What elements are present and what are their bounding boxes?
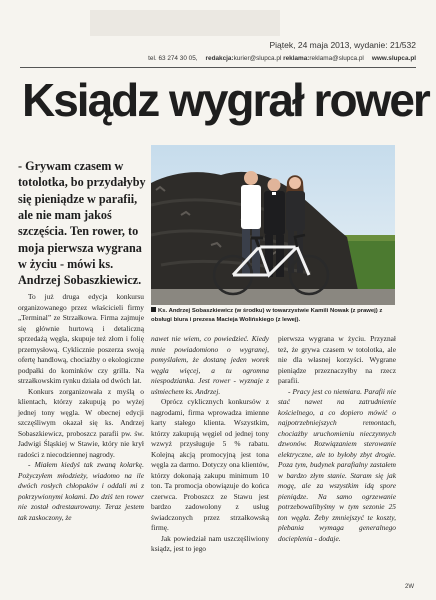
paragraph-quote: - Miałem kiedyś tak zwaną kolarkę. Pożyczyłem młodzieży, wiadomo na ile dwóch rosłych chłopaków i oddali mi z pokrzywionymi kołami. Do dziś ten rower nie został odrestaurowany. Teraz jestem tak zaskoczony, że bbox=[18, 460, 144, 522]
contact-phone: tel. 63 274 30 05, bbox=[148, 55, 198, 62]
ground bbox=[151, 289, 395, 305]
masthead-banner bbox=[90, 10, 280, 36]
page-number: 2W bbox=[405, 584, 414, 590]
editorial-email[interactable]: kurier@slupca.pl bbox=[233, 55, 282, 62]
article-column-1 bbox=[18, 292, 144, 523]
paragraph: pierwsza wygrana w życiu. Przyznał też, że grywa czasem w totolotka, ale nie dla własnej korzyści. Wygrane pieniądze przeznaczyłby na rzecz parafii. bbox=[278, 334, 396, 386]
paragraph: To już druga edycja konkursu organizowanego przez właścicieli firmy „Terminal” ze Strzałkowa. Firma zajmuje się głównie hurtową i detaliczną sprzedażą węgla, skupuje też złom i folię przemysłową. Cyklicznie poszerza swoją ofertę handlową, chociażby o ekologiczne podpałki do kominków czy grilla. Na strzałkowskim rynku działa od dwóch lat. bbox=[18, 292, 144, 386]
ads-label: reklama: bbox=[283, 55, 310, 62]
photo-illustration bbox=[151, 145, 395, 305]
paragraph-quote: - Pracy jest co niemiara. Parafii nie stać nawet na zatrudnienie kościelnego, a co dopiero mówić o najpotrzebniejszych remontach, chociażby uruchomieniu nieczynnych dzwonów. Rozwiązaniem sterowanie elektryczne, ale to byłoby zbyt drogie. Poza tym, budynek parafialny zastałem w bardzo złym stanie. Staram się jak mogę, ale za wszystkim idą spore pieniądze. Na samo ogrzewanie potrzebowalibyśmy w tym sezonie 25 ton węgla. Żeby zmniejszyć te koszty, plebania wymaga generalnego docieplenia - dodaje. bbox=[278, 386, 396, 543]
article-photo bbox=[151, 145, 395, 305]
photo-caption-text: Ks. Andrzej Sobaszkiewicz (w środku) w towarzystwie Kamili Nowak (z prawej) z obsługi biura i prezesa Macieja Wolińskiego (z lewej). bbox=[151, 308, 383, 323]
paragraph: Jak powiedział nam uszczęśliwiony ksiądz, jest to jego bbox=[151, 533, 269, 554]
editorial-label: redakcja: bbox=[205, 55, 234, 62]
paragraph: Konkurs zorganizowała z myślą o klientach, którzy zakupują po wyżej jednej tony węgla. W obecnej edycji szczęśliwym okazał się ks. Andrzej Sobaszkiewicz, proboszcz parafii pw. św. Jadwigi Śląskiej w Stawie, który nie krył radości z niecodziennej nagrody. bbox=[18, 386, 144, 459]
article-headline: Ksiądz wygrał rower bbox=[22, 74, 429, 126]
paragraph: Oprócz cyklicznych konkursów z nagrodami, firma wprowadza imienne karty stałego klienta. Wszystkim, którzy zakupują węgiel od jednej tony wzwyż przysługuje 5 % rabatu. Kolejną akcją promocyjną jest tona węgla za darmo. Dotyczy ona klientów, którzy dokonają zakupu minimum 10 ton. Ta promocja obowiązuje do końca czerwca. Proboszcz ze Stawu jest bardzo zadowolony z usług świadczonych przez strzałkowską firmę. bbox=[151, 397, 269, 533]
paragraph-quote: nawet nie wiem, co powiedzieć. Kiedy mnie powiadomiono o wygranej, pomyślałem, że dostanę jeden worek węgla więcej, a tu ogromna niespodzianka. Jest rower - wyznaje z uśmiechem ks. Andrzej. bbox=[151, 334, 269, 396]
article-column-2 bbox=[151, 334, 269, 555]
contact-line bbox=[148, 55, 416, 62]
issue-date-line: Piątek, 24 maja 2013, wydanie: 21/532 bbox=[269, 40, 416, 50]
photo-caption bbox=[151, 307, 397, 324]
article-lead: - Grywam czasem w totolotka, bo przydałyby się pieniądze w parafii, ale nie mam jakoś szczęścia. Ten rower, to moja pierwsza wygrana w życiu - mówi ks. Andrzej Sobaszkiewicz. bbox=[18, 159, 146, 288]
article-column-3 bbox=[278, 334, 396, 544]
header-divider bbox=[20, 67, 416, 68]
website-link[interactable]: www.slupca.pl bbox=[371, 55, 416, 62]
caption-marker bbox=[151, 307, 156, 312]
ads-email[interactable]: reklama@slupca.pl bbox=[309, 55, 364, 62]
